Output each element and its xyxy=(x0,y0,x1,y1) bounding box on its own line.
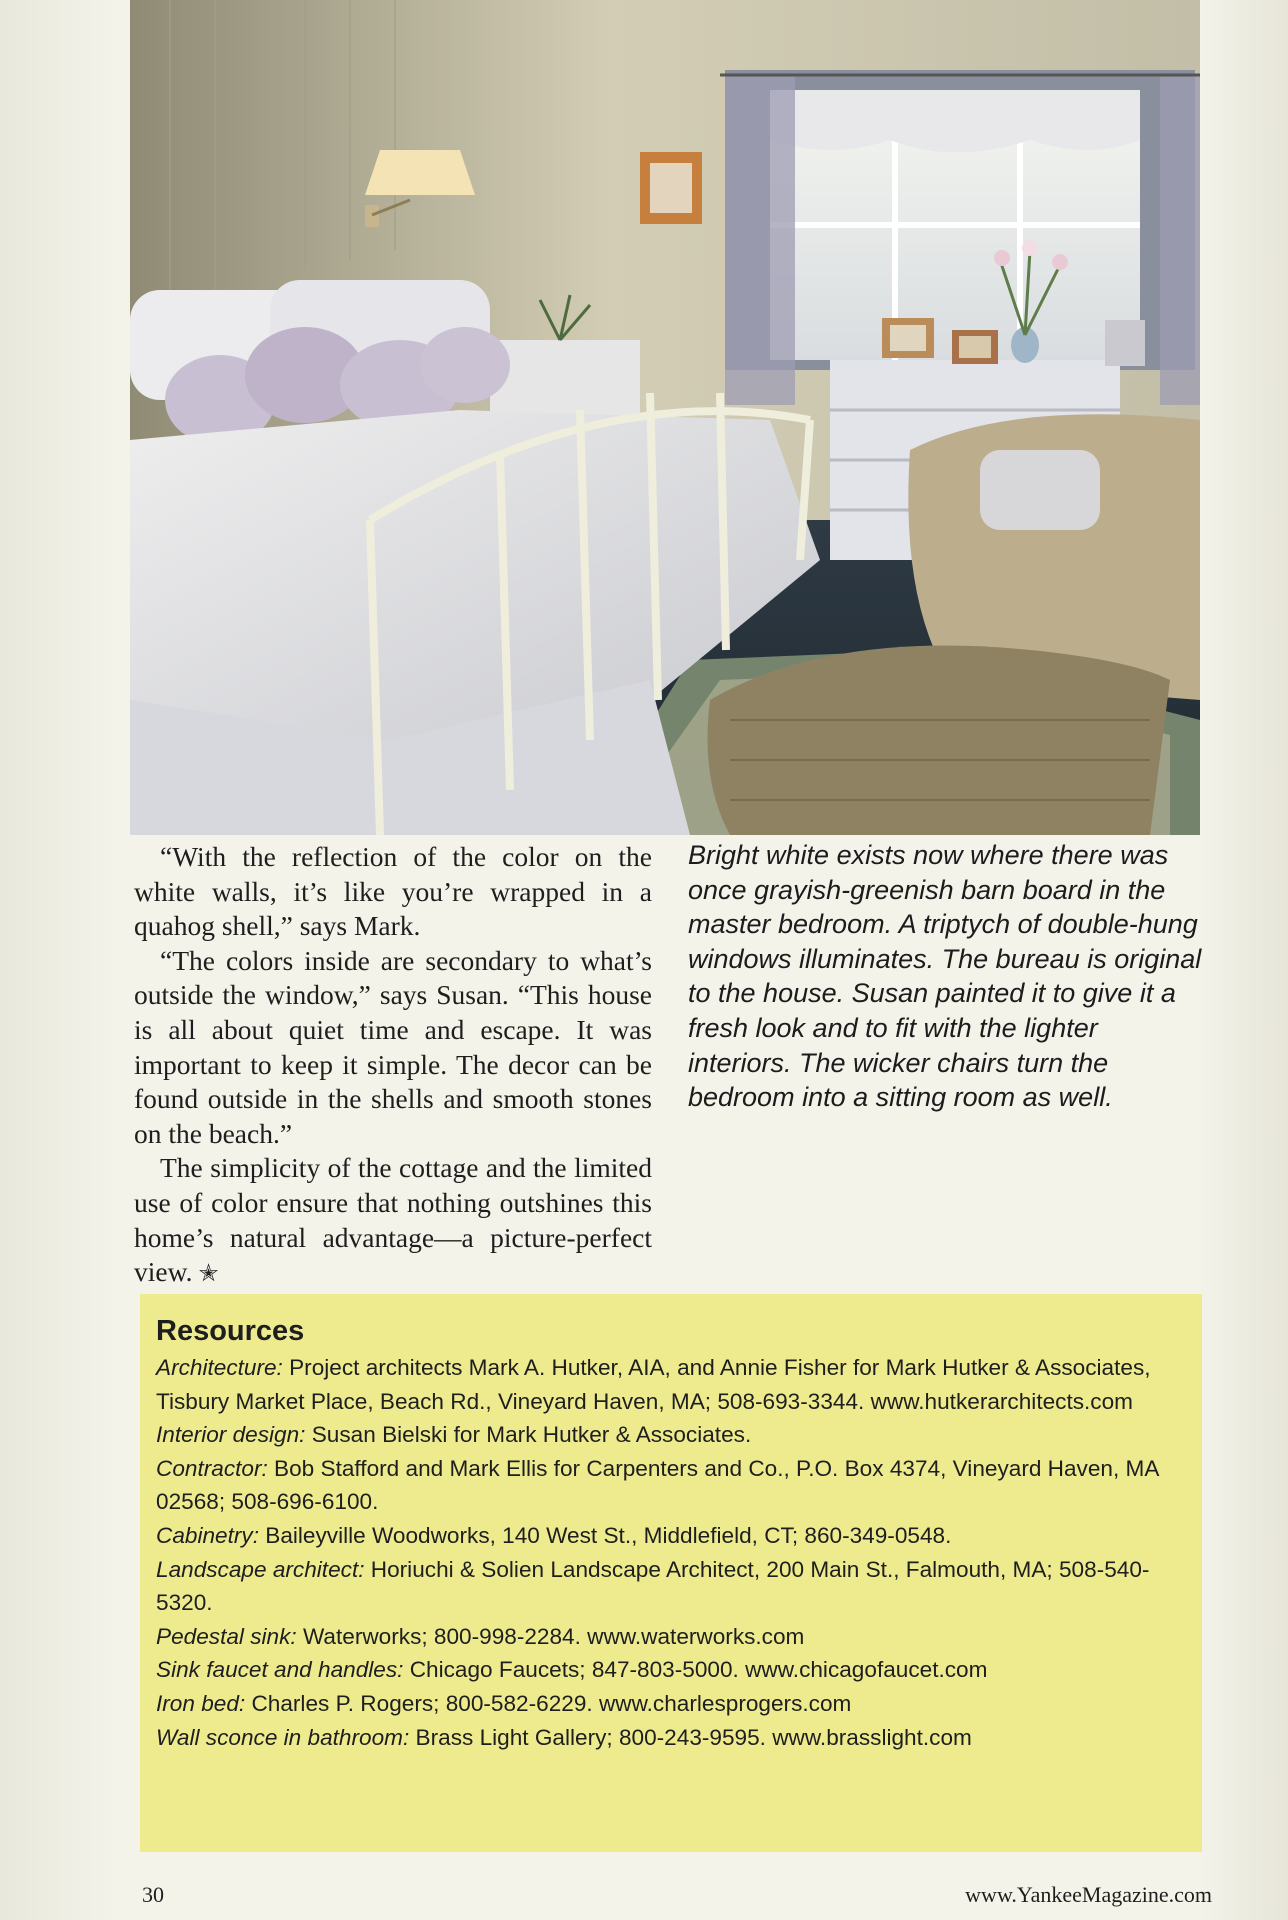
bedroom-photo-illustration xyxy=(130,0,1200,835)
resources-box xyxy=(140,1294,1202,1852)
page-margin-right xyxy=(1198,0,1288,1920)
resource-label: Interior design: xyxy=(156,1422,306,1448)
resource-entry xyxy=(156,1351,1188,1418)
resource-text: Waterworks; 800-998-2284. www.waterworks.com xyxy=(296,1623,805,1649)
resource-label: Contractor: xyxy=(156,1455,268,1481)
resource-text: Baileyville Woodworks, 140 West St., Middlefield, CT; 860-349-0548. xyxy=(258,1522,952,1548)
end-star-icon: ✭ xyxy=(198,1261,219,1288)
article-paragraph xyxy=(134,1151,652,1291)
resource-label: Sink faucet and handles: xyxy=(156,1657,404,1683)
page-margin-left xyxy=(0,0,120,1920)
article-paragraph: “The colors inside are secondary to what’s outside the window,” says Susan. “This house is all about quiet time and escape. It was important to keep it simple. The decor can be found outside in the shells and smooth stones on the beach.” xyxy=(134,944,652,1149)
resource-label: Wall sconce in bathroom: xyxy=(156,1724,410,1750)
resource-text: Project architects Mark A. Hutker, AIA, and Annie Fisher for Mark Hutker & Associates, Tisbury Market Place, Beach Rd., Vineyard Haven, MA; 508-693-3344. www.hutkerarchitects.com xyxy=(156,1355,1151,1414)
resource-text: Brass Light Gallery; 800-243-9595. www.brasslight.com xyxy=(409,1724,972,1750)
resource-entry xyxy=(156,1418,1188,1452)
footer-url: www.YankeeMagazine.com xyxy=(965,1882,1212,1907)
resources-title: Resources xyxy=(156,1315,305,1347)
resource-label: Iron bed: xyxy=(156,1690,246,1716)
resource-entry xyxy=(156,1687,1188,1721)
resource-entry xyxy=(156,1452,1188,1519)
resource-label: Pedestal sink: xyxy=(156,1623,297,1649)
resource-label: Architecture: xyxy=(156,1355,283,1380)
page-number: 30 xyxy=(142,1882,164,1907)
article-body xyxy=(134,840,652,1292)
bedroom-photo xyxy=(130,0,1200,835)
resource-entry xyxy=(156,1620,1188,1654)
resource-text: Bob Stafford and Mark Ellis for Carpenters and Co., P.O. Box 4374, Vineyard Haven, MA 02568; 508-696-6100. xyxy=(156,1455,1159,1515)
photo-caption-text: Bright white exists now where there was once grayish-greenish barn board in the master bedroom. A triptych of double-hung windows illuminates. The bureau is original to the house. Susan painted it to give it a fresh look and to fit with the lighter interiors. The wicker chairs turn the bedroom into a sitting room as well. xyxy=(688,840,1202,1113)
resource-label: Landscape architect: xyxy=(156,1556,365,1582)
resource-text: Susan Bielski for Mark Hutker & Associates. xyxy=(305,1422,752,1448)
resource-text: Chicago Faucets; 847-803-5000. www.chicagofaucet.com xyxy=(403,1657,988,1683)
resource-entry xyxy=(156,1553,1188,1620)
article-paragraph: “With the reflection of the color on the white walls, it’s like you’re wrapped in a quahog shell,” says Mark. xyxy=(134,841,652,942)
resource-label: Cabinetry: xyxy=(156,1522,259,1548)
resource-text: Charles P. Rogers; 800-582-6229. www.charlesprogers.com xyxy=(245,1690,852,1716)
photo-caption xyxy=(688,838,1208,1115)
resource-text: Horiuchi & Solien Landscape Architect, 200 Main St., Falmouth, MA; 508-540-5320. xyxy=(156,1556,1150,1616)
resource-entry xyxy=(156,1653,1188,1687)
resource-entry xyxy=(156,1519,1188,1553)
resource-entry xyxy=(156,1721,1188,1755)
article-paragraph-text: The simplicity of the cottage and the limited use of color ensure that nothing outshines this home’s natural advantage—a picture-perfect view. xyxy=(134,1152,652,1288)
